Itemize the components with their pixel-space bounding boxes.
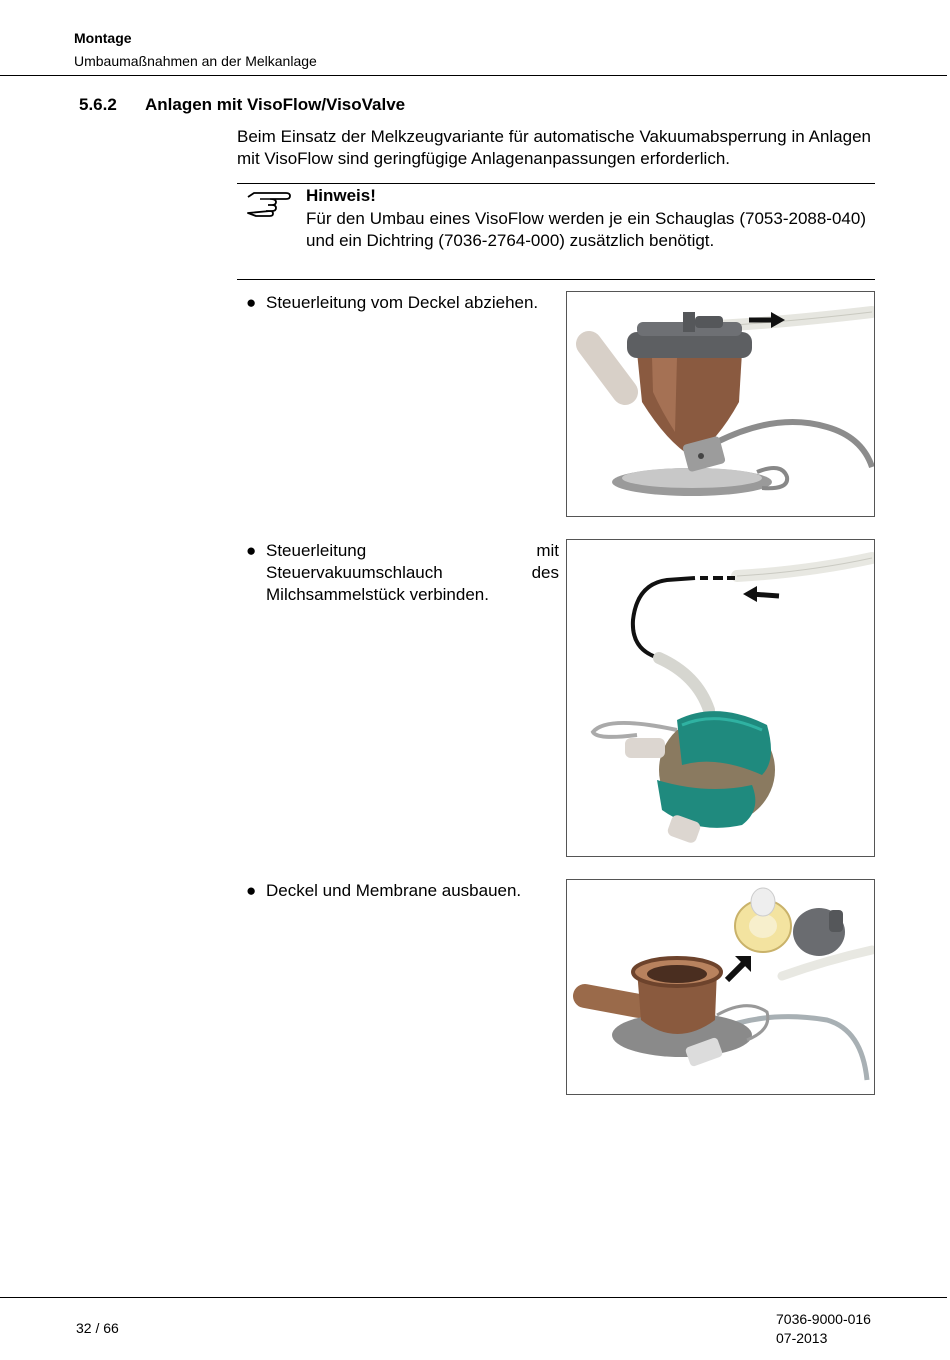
step-2-text: Steuerleitung mit Steuervakuumschlauch des Milchsammelstück verbinden. <box>266 541 559 604</box>
step-3-text: Deckel und Membrane ausbauen. <box>266 881 522 900</box>
step-3-bullet: ● <box>246 881 257 900</box>
document-info <box>776 1310 871 1348</box>
document-number: 7036-9000-016 <box>776 1311 871 1327</box>
pointing-hand-icon <box>246 187 292 217</box>
header-divider <box>0 75 947 76</box>
section-number: 5.6.2 <box>79 95 117 114</box>
step-1-bullet: ● <box>246 293 257 312</box>
footer-divider <box>0 1297 947 1298</box>
header-subtitle: Umbaumaßnahmen an der Melkanlage <box>74 53 317 69</box>
step-2-bullet: ● <box>246 541 257 560</box>
note-top-divider <box>237 183 875 184</box>
photo-connect-control-line <box>566 539 875 857</box>
photo-remove-lid-membrane <box>566 879 875 1095</box>
note-bottom-divider <box>237 279 875 280</box>
section-intro: Beim Einsatz der Melkzeugvariante für automatische Vakuumabsperrung in Anlagen mit VisoFlow sind geringfügige Anlagenanpassungen erforderlich. <box>237 127 871 168</box>
note-text: Für den Umbau eines VisoFlow werden je ein Schauglas (7053-2088-040) und ein Dichtring (7036-2764-000) zusätzlich benötigt. <box>306 209 866 250</box>
note-title: Hinweis! <box>306 186 376 205</box>
step-1-text: Steuerleitung vom Deckel abziehen. <box>266 293 539 312</box>
document-date: 07-2013 <box>776 1330 828 1346</box>
page-number: 32 / 66 <box>76 1320 119 1336</box>
photo-remove-control-line <box>566 291 875 517</box>
section-title: Anlagen mit VisoFlow/VisoValve <box>145 95 406 114</box>
header-chapter: Montage <box>74 30 132 46</box>
